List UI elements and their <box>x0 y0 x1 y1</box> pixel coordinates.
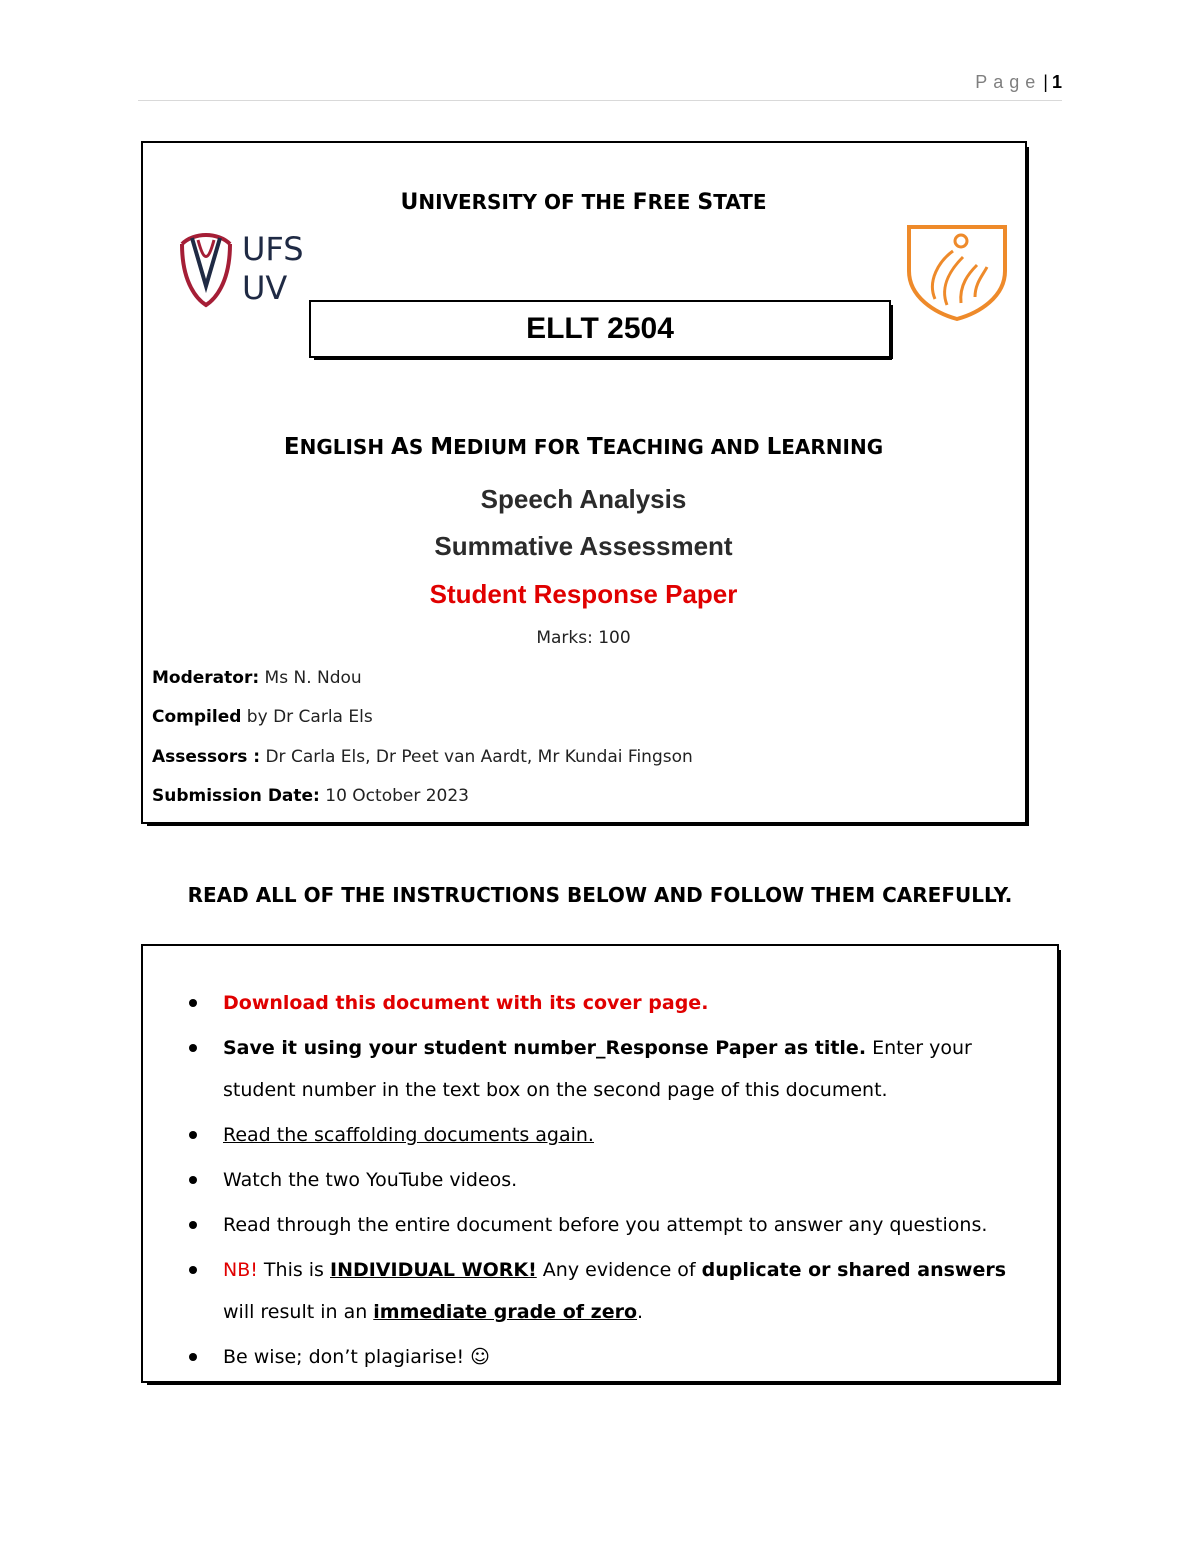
page-separator: | <box>1043 72 1048 92</box>
subject-title: ENGLISH AS MEDIUM FOR TEACHING AND LEARNING <box>283 434 884 460</box>
university-name: UNIVERSITY OF THE FREE STATE <box>400 190 767 215</box>
list-item: Be wise; don’t plagiarise! ☺ <box>186 1336 1016 1378</box>
instructions-list <box>186 982 1016 1381</box>
crest-logo <box>903 219 1011 321</box>
page-label: Page <box>975 72 1042 92</box>
list-item: NB! This is INDIVIDUAL WORK! Any evidence of duplicate or shared answers will result in an immediate grade of zero. <box>186 1249 1016 1333</box>
ufs-logo <box>176 226 316 310</box>
smiley-icon: ☺ <box>470 1346 490 1368</box>
assessors-line: Assessors : Dr Carla Els, Dr Peet van Aardt, Mr Kundai Fingson <box>152 747 693 767</box>
list-item: Read the scaffolding documents again. <box>186 1114 1016 1156</box>
list-item: Download this document with its cover page. <box>186 982 1016 1024</box>
course-code-box <box>309 300 891 358</box>
moderator-line: Moderator: Ms N. Ndou <box>152 668 362 688</box>
list-item: Read through the entire document before you attempt to answer any questions. <box>186 1204 1016 1246</box>
instructions-heading: READ ALL OF THE INSTRUCTIONS BELOW AND FOLLOW THEM CAREFULLY. <box>187 883 1013 907</box>
page-header <box>138 72 1062 101</box>
list-item: Save it using your student number_Response Paper as title. Enter your student number in the text box on the second page of this document. <box>186 1027 1016 1111</box>
course-code: ELLT 2504 <box>526 312 674 345</box>
list-item: Watch the two YouTube videos. <box>186 1159 1016 1201</box>
svg-text:UV: UV <box>242 269 288 307</box>
title-summative-assessment: Summative Assessment <box>434 531 733 561</box>
title-speech-analysis: Speech Analysis <box>480 484 687 514</box>
marks-text: Marks: 100 <box>536 628 631 648</box>
submission-line: Submission Date: 10 October 2023 <box>152 786 469 806</box>
compiled-line: Compiled by Dr Carla Els <box>152 707 373 727</box>
title-student-response-paper: Student Response Paper <box>429 579 738 609</box>
svg-text:UFS: UFS <box>242 230 304 268</box>
page-number: 1 <box>1051 72 1062 92</box>
